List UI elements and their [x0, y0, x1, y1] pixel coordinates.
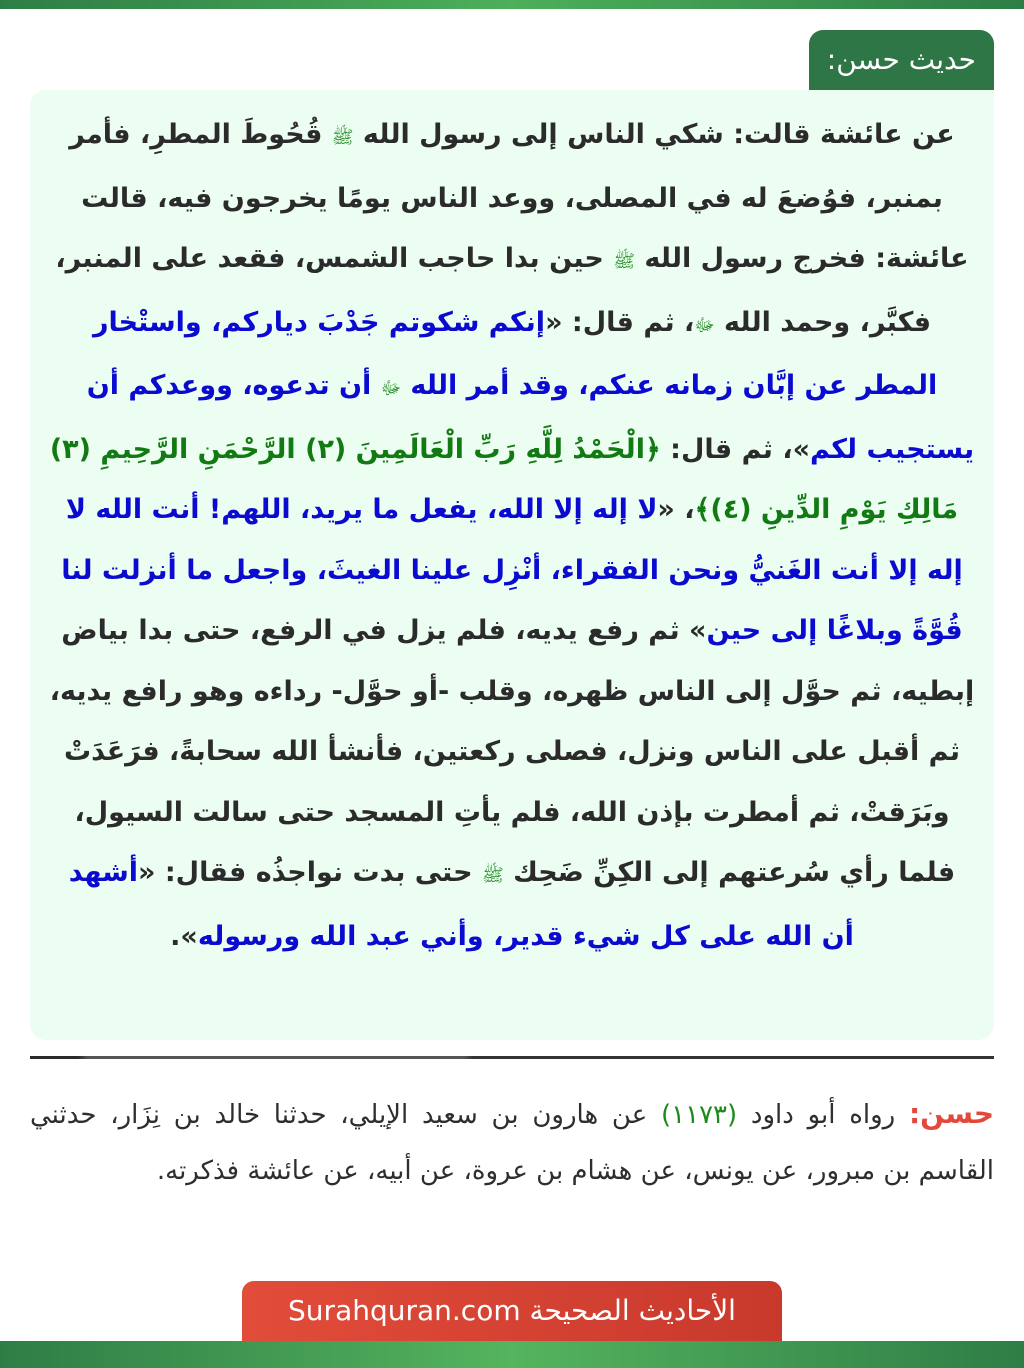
narration-segment: ، « [657, 494, 695, 525]
honorific-icon: ﷺ [331, 127, 354, 148]
narration-segment: » ثم رفع يديه، فلم يزل في الرفع، حتى بدا بياض إبطيه، ثم حوَّل إلى الناس ظهره، وقلب -أو حوَّل- رداءه وهو رافع يديه، ثم أقبل على الناس ونزل، فصلى ركعتين، فأنشأ الله سحابةً، فرَعَدَتْ وبَرَقتْ، ثم أمطرت بإذن الله، فلم يأتِ المسجد حتى سالت السيول، فلما رأي سُرعتهم إلى الكِنِّ ضَحِك [49, 615, 975, 888]
takhrij-chain: عن هارون بن سعيد الإيلي، حدثنا خالد بن نِزَار، حدثني القاسم بن مبرور، عن يونس، عن هشام بن عروة، عن أبيه، عن عائشة فذكرته. [30, 1100, 994, 1186]
honorific-icon: ﷺ [481, 865, 504, 886]
hadith-text [30, 90, 994, 967]
bottom-decorative-bar [0, 1341, 1024, 1368]
narration-segment: قُحُوطَ المطرِ، فأمر بمنبر، فوُضعَ له في المصلى، ووعد الناس يومًا يخرجون فيه، قالت عائشة: فخرج رسول الله [69, 119, 969, 274]
honorific-icon: ﷻ [380, 378, 402, 399]
prophet-speech-segment: أن تدعوه، ووعدكم أن يستجيب لكم [86, 370, 975, 465]
honorific-icon: ﷺ [613, 251, 636, 272]
prophet-speech-segment: أشهد أن الله على كل شيء قدير، وأني عبد الله ورسوله [68, 857, 854, 952]
section-divider [30, 1056, 994, 1059]
site-badge[interactable]: الأحاديث الصحيحة Surahquran.com [242, 1281, 782, 1341]
grade-label: حسن: [908, 1097, 995, 1130]
reference-number: (١١٧٣) [660, 1100, 738, 1130]
prophet-speech-segment: إنكم شكوتم جَدْبَ دياركم، واستْخار المطر عن إبَّان زمانه عنكم، وقد أمر الله [92, 306, 938, 401]
hadith-card [30, 90, 994, 1040]
narration-segment: حين بدا حاجب الشمس، فقعد على المنبر، فكبَّر، وحمد الله [55, 243, 932, 338]
top-decorative-bar [0, 0, 1024, 9]
quran-verse-segment: ﴿الْحَمْدُ لِلَّهِ رَبِّ الْعَالَمِينَ (٢) الرَّحْمَنِ الرَّحِيمِ (٣) مَالِكِ يَوْمِ الدِّينِ (٤)﴾ [49, 433, 959, 525]
takhrij-intro: رواه أبو داود [737, 1100, 909, 1130]
narration-segment: ، ثم قال: « [545, 306, 695, 338]
narration-segment: »، ثم قال: [660, 433, 811, 465]
takhrij-text [30, 1086, 994, 1199]
prophet-speech-segment: لا إله إلا الله، يفعل ما يريد، اللهم! أنت الله لا إله إلا أنت الغَنيُّ ونحن الفقراء، أنْزِل علينا الغيثَ، واجعل ما أنزلت لنا قُوَّةً وبلاغًا إلى حين [61, 494, 963, 646]
honorific-icon: ﷻ [694, 314, 715, 336]
narration-segment: عن عائشة قالت: شكي الناس إلى رسول الله [353, 119, 955, 150]
grade-tab: حديث حسن: [809, 30, 994, 90]
narration-segment: ». [170, 920, 198, 952]
narration-segment: حتى بدت نواجذُه فقال: « [138, 857, 482, 888]
